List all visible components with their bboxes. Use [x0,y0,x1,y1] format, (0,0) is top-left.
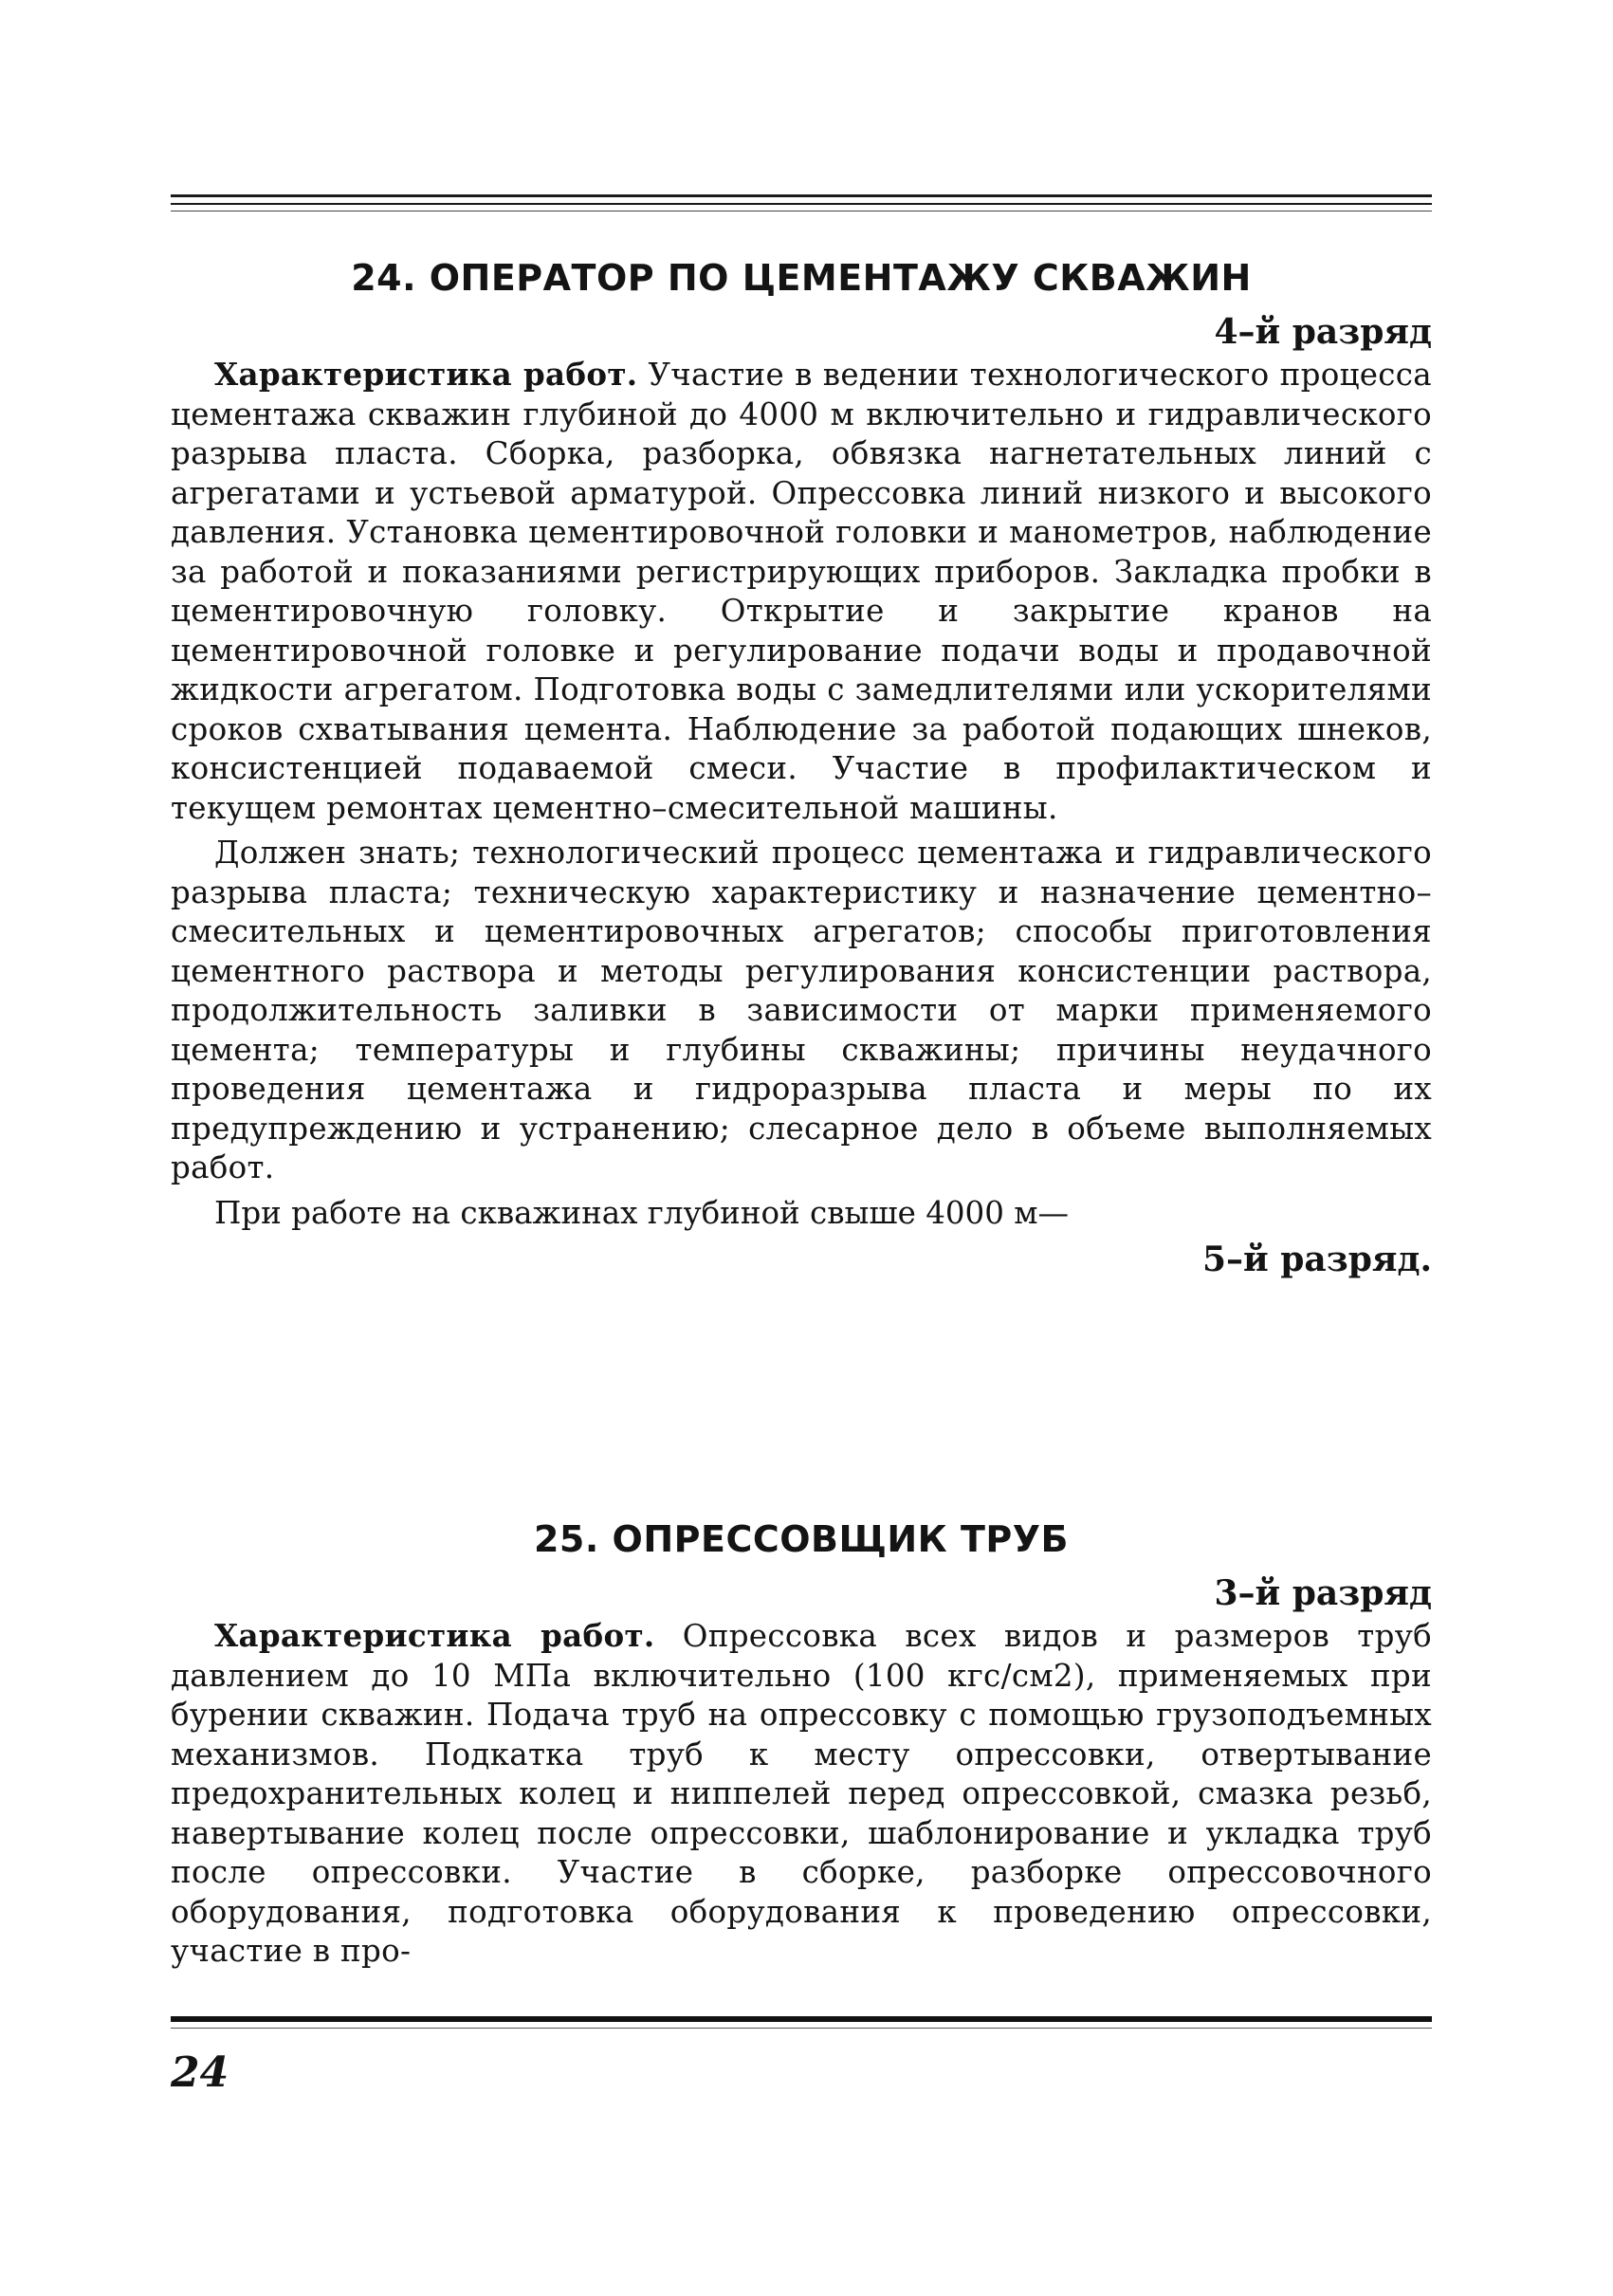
top-rule-line [171,203,1432,205]
section-25 [171,1515,1432,1972]
section-25-grade: 3–й разряд [1214,1573,1432,1613]
characteristics-text: Опрессовка всех видов и размеров труб давлением до 10 МПа включительно (100 кгс/см2), применяемых при бурении скважин. Подача труб на опрессовку с помощью грузоподъемных механизмов. Подкатка труб к месту опрессовки, отвертывание предохранительных колец и ниппелей перед опрессовкой, смазка резьб, навертывание колец после опрессовки, шаблонирование и укладка труб после опрессовки. Участие в сборке, разборке опрессовочного оборудования, подготовка оборудования к проведению опрессовки, участие в про- [171,1618,1432,1969]
section-24-paragraph-characteristics [171,355,1432,828]
characteristics-lead: Характеристика работ. [214,356,638,393]
section-24-grade-2: 5–й разряд. [1201,1240,1432,1279]
top-rule [171,194,1432,215]
section-25-paragraph-characteristics [171,1616,1432,1972]
section-24-title: 24. ОПЕРАТОР ПО ЦЕМЕНТАЖУ СКВАЖИН [351,257,1252,299]
bottom-rule-thin [171,2028,1432,2029]
characteristics-lead: Характеристика работ. [214,1617,655,1654]
bottom-rule [171,2016,1432,2022]
section-24-grade: 4–й разряд [1214,312,1432,352]
characteristics-text: Участие в ведении технологического процесса цементажа скважин глубиной до 4000 м включительно и гидравлического разрыва пласта. Сборка, разборка, обвязка нагнетательных линий с агрегатами и устьевой арматурой. Опрессовка линий низкого и высокого давления. Установка цементировочной головки и манометров, наблюдение за работой и показаниями регистрирующих приборов. Закладка пробки в цементировочную головку. Открытие и закрытие кранов на цементировочной головке и регулирование подачи воды и продавочной жидкости агрегатом. Подготовка воды с замедлителями или ускорителями сроков схватывания цемента. Наблюдение за работой подающих шнеков, консистенцией подаваемой смеси. Участие в профилактическом и текущем ремонтах цементно–смесительной машины. [171,357,1432,826]
section-24-paragraph-depth: При работе на скважинах глубиной свыше 4000 м— [214,1194,1070,1231]
page-number: 24 [171,2048,229,2097]
section-24 [171,254,1432,1282]
top-rule-line [171,194,1432,197]
section-25-title: 25. ОПРЕССОВЩИК ТРУБ [533,1518,1069,1560]
section-24-paragraph-knowledge: Должен знать; технологический процесс цементажа и гидравлического разрыва пласта; техническую характеристику и назначение цементно–смесительных и цементировочных агрегатов; способы приготовления цементного раствора и методы регулирования консистенции раствора, продолжительность заливки в зависимости от марки применяемого цемента; температуры и глубины скважины; причины неудачного проведения цементажа и гидроразрыва пласта и меры по их предупреждению и устранению; слесарное дело в объеме выполняемых работ. [171,835,1432,1185]
